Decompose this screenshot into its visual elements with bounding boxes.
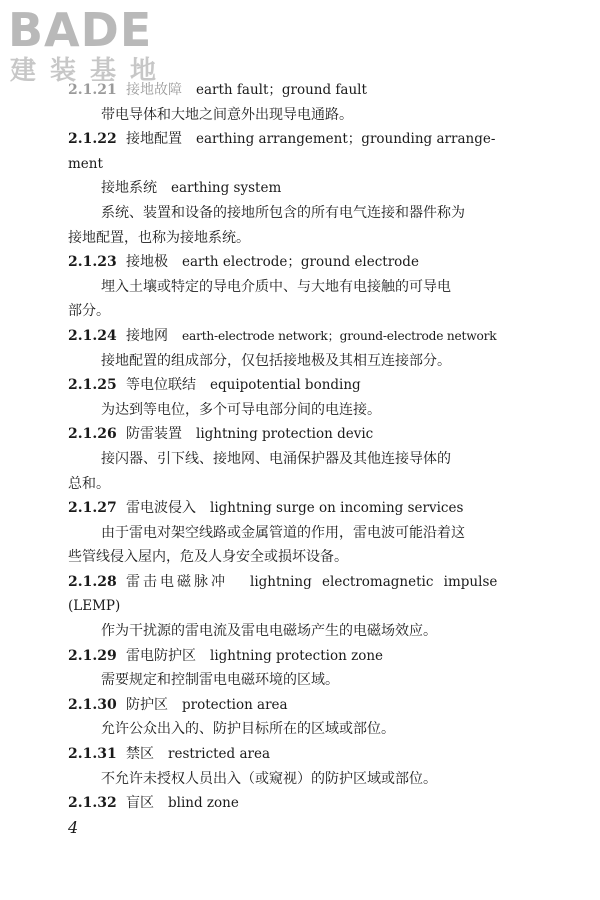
definition-text: 允许公众出入的、防护目标所在的区域或部位。: [101, 721, 395, 738]
term-cn: 接地网: [126, 327, 168, 344]
term-number: 2.1.28: [68, 573, 117, 590]
term-heading: [68, 791, 520, 816]
term-heading: [68, 693, 520, 718]
definition-text: 接地配置的组成部分，仅包括接地极及其相互连接部分。: [101, 352, 451, 369]
term-heading: [68, 570, 520, 595]
term-cn: 盲区: [126, 795, 154, 812]
definition-text: 接地配置，也称为接地系统。: [68, 229, 250, 246]
term-en: earthing arrangement；grounding arrange-: [196, 131, 496, 148]
term-en: lightning surge on incoming services: [210, 500, 464, 517]
definition-text: 带电导体和大地之间意外出现导电通路。: [101, 106, 353, 123]
definition-text: 为达到等电位，多个可导电部分间的电连接。: [101, 401, 381, 418]
term-heading: [68, 373, 520, 398]
term-heading: [68, 742, 520, 767]
term-cn: 接地故障: [126, 82, 182, 98]
term-en: earth fault；ground fault: [196, 82, 367, 98]
term-cn: 防雷装置: [126, 426, 182, 443]
term-heading: [68, 496, 520, 521]
term-en: lightning electromagnetic impulse: [250, 573, 498, 590]
page-number: 4: [68, 818, 79, 837]
term-number: 2.1.24: [68, 327, 117, 344]
definition-text: 些管线侵入屋内，危及人身安全或损坏设备。: [68, 549, 348, 566]
definition-text: 系统、装置和设备的接地所包含的所有电气连接和器件称为: [101, 204, 465, 221]
term-en: lightning protection devic: [196, 426, 374, 443]
term-heading: [68, 324, 520, 349]
alias-cn: 接地系统: [101, 180, 157, 197]
term-number: 2.1.23: [68, 254, 117, 271]
term-en: earth electrode；ground electrode: [182, 254, 419, 271]
term-number: 2.1.29: [68, 647, 117, 664]
definition-text: 需要规定和控制雷电电磁环境的区域。: [101, 672, 339, 689]
term-number: 2.1.31: [68, 746, 117, 763]
definition-text: 接闪器、引下线、接地网、电涌保护器及其他连接导体的: [101, 450, 451, 467]
term-number: 2.1.30: [68, 696, 117, 713]
definition-text: 不允许未授权人员出入（或窥视）的防护区域或部位。: [101, 770, 437, 787]
logo-wordmark: BADE: [8, 3, 153, 57]
term-en: blind zone: [168, 795, 239, 812]
term-cn: 雷击电磁脉冲: [126, 573, 228, 590]
term-number: 2.1.32: [68, 795, 117, 812]
term-heading: [68, 644, 520, 669]
definition-text: 部分。: [68, 303, 110, 320]
document-body: [68, 78, 520, 816]
term-number: 2.1.26: [68, 426, 117, 443]
term-en: restricted area: [168, 746, 271, 763]
term-heading: [68, 422, 520, 447]
alias-en: earthing system: [171, 180, 282, 197]
term-cn: 雷电波侵入: [126, 500, 196, 517]
term-en: lightning protection zone: [210, 647, 384, 664]
term-cn: 接地配置: [126, 131, 182, 148]
definition-text: 作为干扰源的雷电流及雷电电磁场产生的电磁场效应。: [101, 623, 437, 640]
term-cn: 禁区: [126, 746, 154, 763]
term-en: equipotential bonding: [210, 377, 361, 394]
term-en: earth-electrode network；ground-electrode network: [182, 328, 497, 343]
term-number: 2.1.27: [68, 500, 117, 517]
definition-text: 总和。: [68, 475, 110, 492]
term-cn: 等电位联结: [126, 377, 196, 394]
term-cn: 雷电防护区: [126, 647, 196, 664]
term-number: 2.1.21: [68, 82, 117, 98]
term-en-continued: ment: [68, 155, 103, 172]
term-heading: [68, 78, 520, 103]
term-number: 2.1.22: [68, 131, 117, 148]
definition-text: 埋入土壤或特定的导电介质中、与大地有电接触的可导电: [101, 278, 451, 295]
term-en-continued: (LEMP): [68, 598, 121, 615]
term-heading: [68, 127, 520, 152]
term-cn: 接地极: [126, 254, 168, 271]
definition-text: 由于雷电对架空线路或金属管道的作用，雷电波可能沿着这: [101, 524, 465, 541]
term-heading: [68, 250, 520, 275]
term-en: protection area: [182, 696, 288, 713]
term-alias: [68, 176, 520, 201]
logo-subtitle: 建装基地: [10, 56, 171, 86]
term-cn: 防护区: [126, 696, 168, 713]
term-number: 2.1.25: [68, 377, 117, 394]
